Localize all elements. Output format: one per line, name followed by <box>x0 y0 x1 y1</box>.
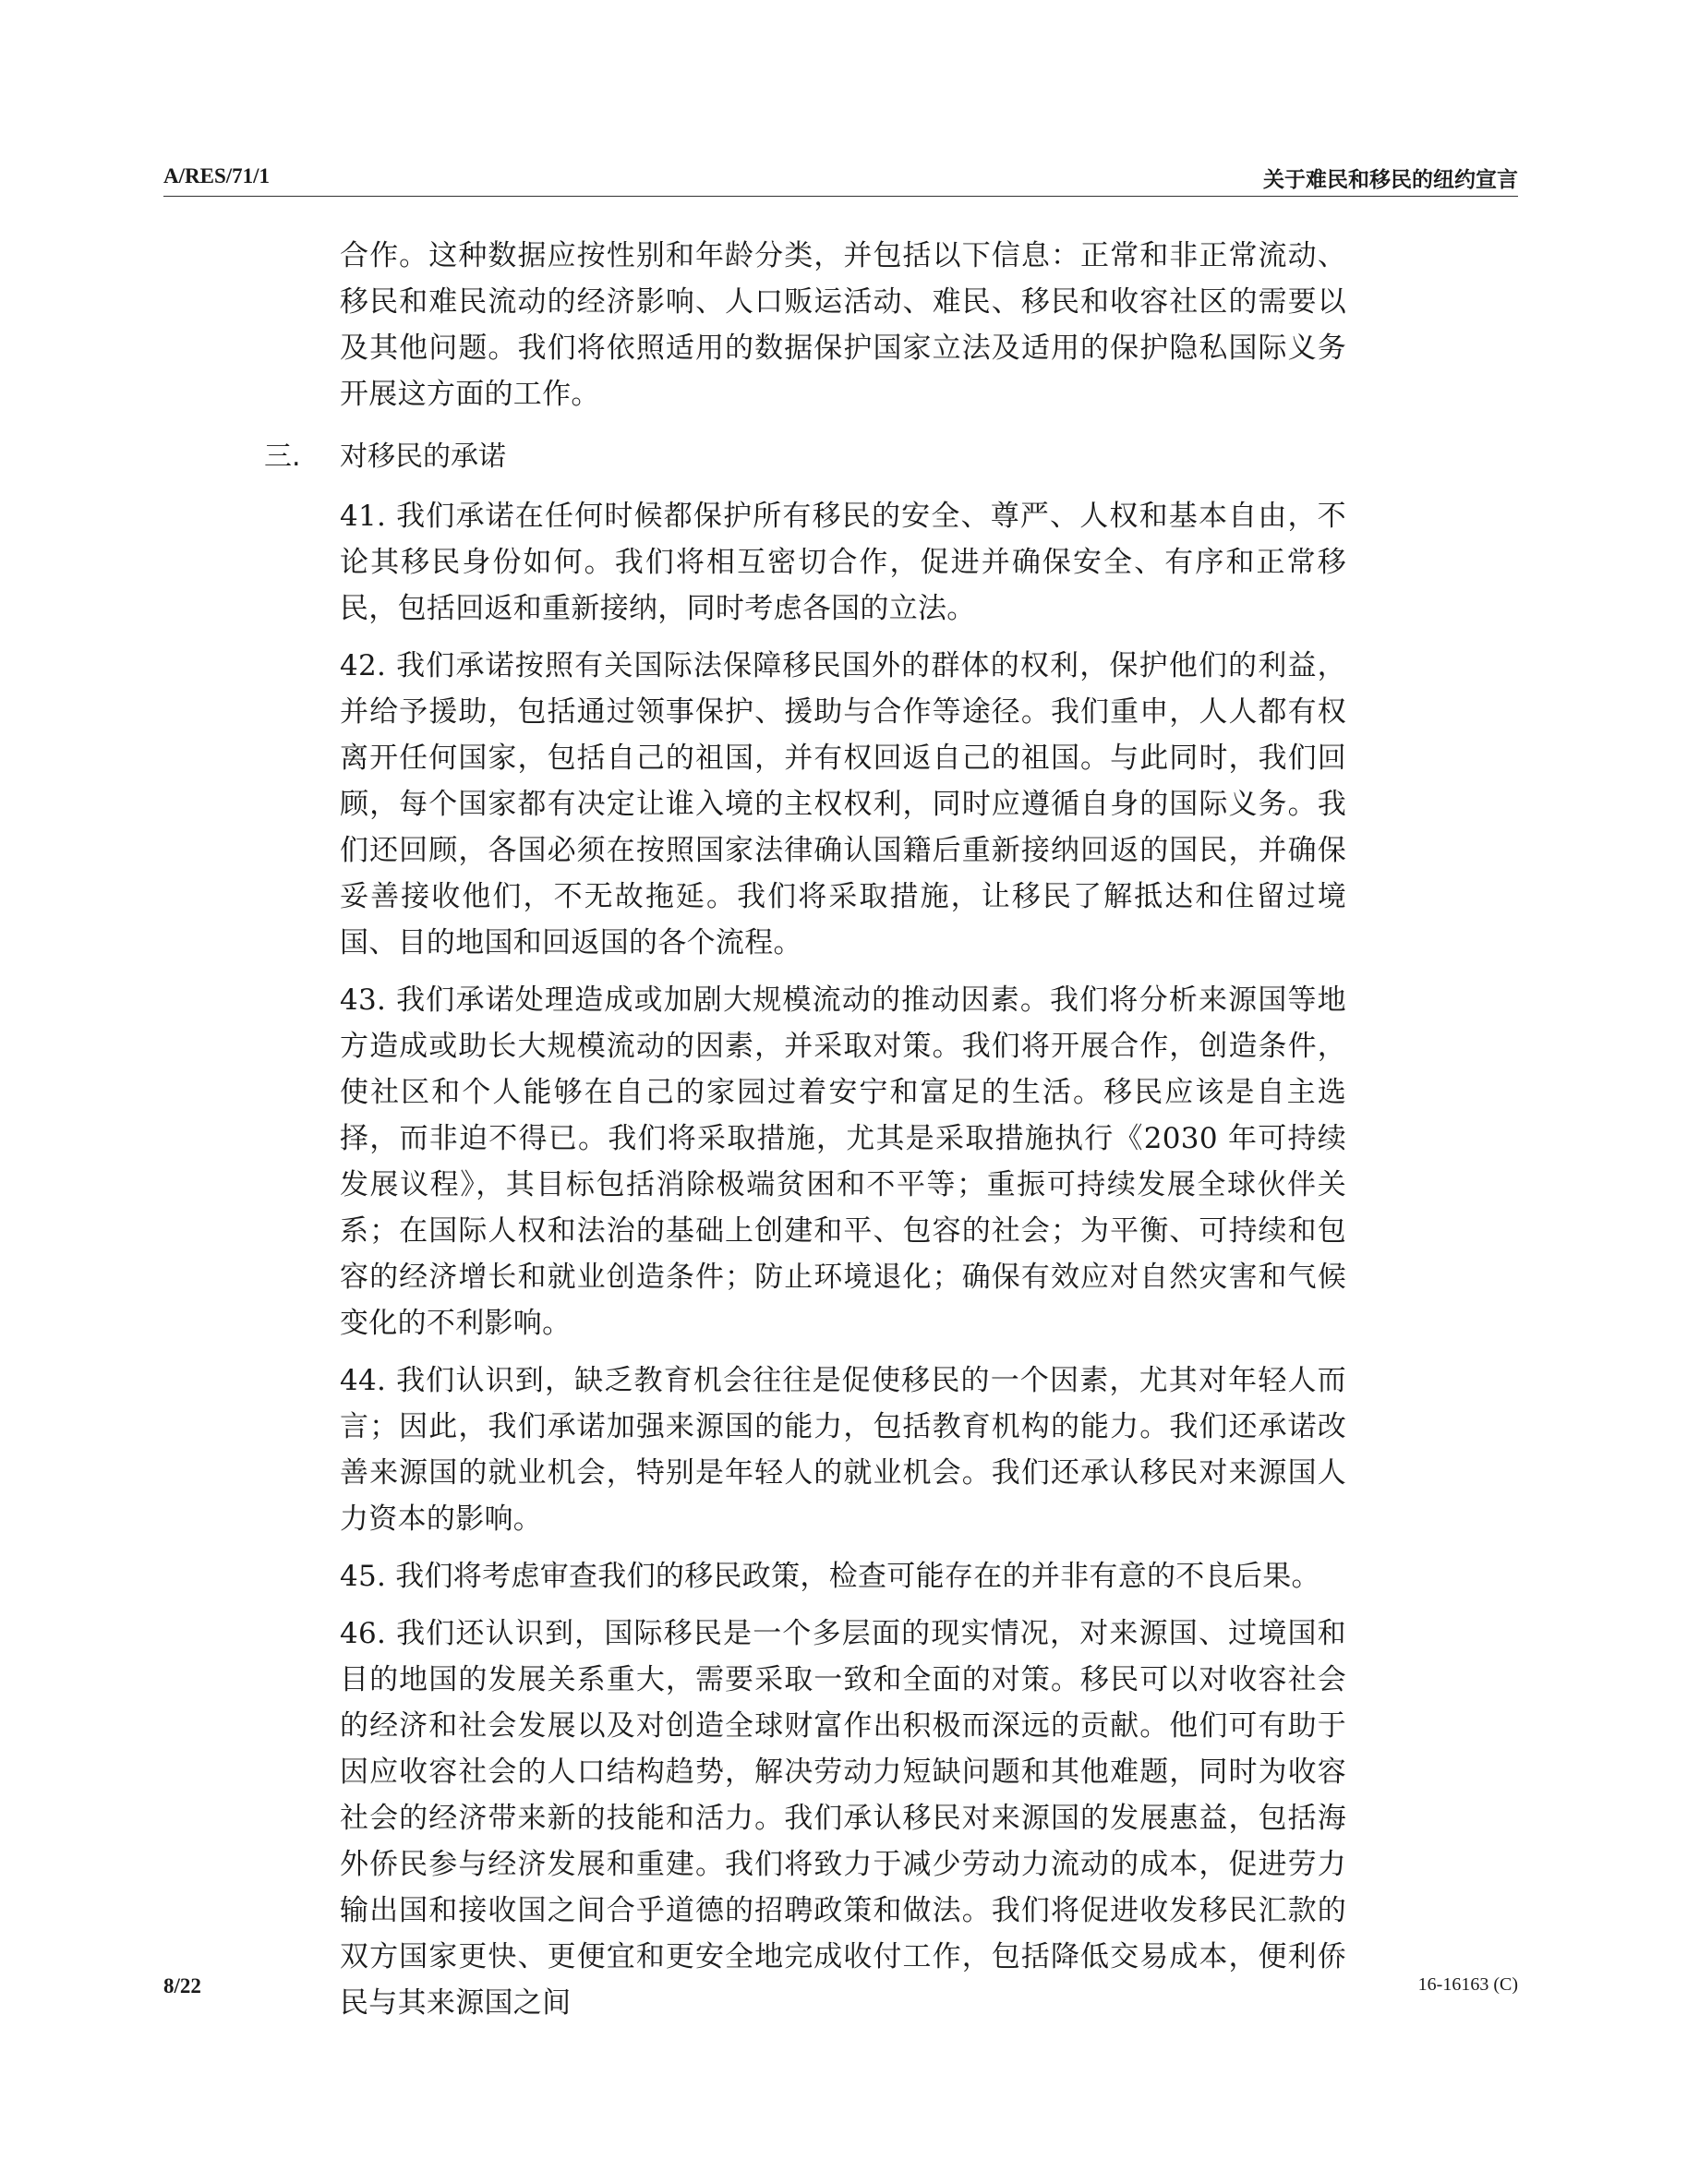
document-symbol: A/RES/71/1 <box>163 164 271 187</box>
paragraph-number: 46. <box>340 1617 387 1650</box>
header-divider <box>163 196 1518 197</box>
paragraph-text: 我们承诺按照有关国际法保障移民国外的群体的权利，保护他们的利益，并给予援助，包括通过领事保护、援助与合作等途径。我们重申，人人都有权离开任何国家，包括自己的祖国，并有权回返自己的祖国。与此同时，我们回顾，每个国家都有决定让谁入境的主权权利，同时应遵循自身的国际义务。我们还回顾，各国必须在按照国家法律确认国籍后重新接纳回返的国民，并确保妥善接收他们，不无故拖延。我们将采取措施，让移民了解抵达和住留过境国、目的地国和回返国的各个流程。 <box>340 649 1346 959</box>
page-number: 8/22 <box>163 1974 201 1997</box>
document-code: 16-16163 (C) <box>1417 1974 1518 1995</box>
section-number: 三. <box>264 440 301 473</box>
paragraph-43 <box>340 977 1346 1346</box>
document-title: 关于难民和移民的纽约宣言 <box>1263 168 1518 192</box>
paragraph-41 <box>340 493 1346 632</box>
section-title: 对移民的承诺 <box>340 440 506 473</box>
document-body <box>264 233 1346 2037</box>
paragraph-44 <box>340 1357 1346 1542</box>
continuation-paragraph: 合作。这种数据应按性别和年龄分类，并包括以下信息：正常和非正常流动、移民和难民流动的经济影响、人口贩运活动、难民、移民和收容社区的需要以及其他问题。我们将依照适用的数据保护国家立法及适用的保护隐私国际义务开展这方面的工作。 <box>340 239 1346 411</box>
section-heading <box>264 434 1346 480</box>
paragraph-number: 41. <box>340 500 387 533</box>
paragraph-42 <box>340 643 1346 966</box>
paragraph-text: 我们还认识到，国际移民是一个多层面的现实情况，对来源国、过境国和目的地国的发展关系重大，需要采取一致和全面的对策。移民可以对收容社会的经济和社会发展以及对创造全球财富作出积极而深远的贡献。他们可有助于因应收容社会的人口结构趋势，解决劳动力短缺问题和其他难题，同时为收容社会的经济带来新的技能和活力。我们承认移民对来源国的发展惠益，包括海外侨民参与经济发展和重建。我们将致力于减少劳动力流动的成本，促进劳力输出国和接收国之间合乎道德的招聘政策和做法。我们将促进收发移民汇款的双方国家更快、更便宜和更安全地完成收付工作，包括降低交易成本，便利侨民与其来源国之间 <box>340 1617 1346 2020</box>
paragraph-number: 44. <box>340 1364 387 1397</box>
paragraph-text: 我们承诺在任何时候都保护所有移民的安全、尊严、人权和基本自由，不论其移民身份如何。我们将相互密切合作，促进并确保安全、有序和正常移民，包括回返和重新接纳，同时考虑各国的立法。 <box>340 500 1346 625</box>
paragraph-45 <box>340 1553 1346 1599</box>
paragraph-text: 我们承诺处理造成或加剧大规模流动的推动因素。我们将分析来源国等地方造成或助长大规模流动的因素，并采取对策。我们将开展合作，创造条件，使社区和个人能够在自己的家园过着安宁和富足的生活。移民应该是自主选择，而非迫不得已。我们将采取措施，尤其是采取措施执行《2030 年可持续发展议程》，其目标包括消除极端贫困和不平等；重振可持续发展全球伙伴关系；在国际人权和法治的基础上创建和平、包容的社会；为平衡、可持续和包容的经济增长和就业创造条件；防止环境退化；确保有效应对自然灾害和气候变化的不利影响。 <box>340 983 1346 1340</box>
paragraph-text: 我们将考虑审查我们的移民政策，检查可能存在的并非有意的不良后果。 <box>395 1560 1320 1593</box>
paragraph-number: 45. <box>340 1560 387 1593</box>
paragraph-number: 43. <box>340 983 387 1017</box>
paragraph-text: 我们认识到，缺乏教育机会往往是促使移民的一个因素，尤其对年轻人而言；因此，我们承诺加强来源国的能力，包括教育机构的能力。我们还承诺改善来源国的就业机会，特别是年轻人的就业机会。我们还承认移民对来源国人力资本的影响。 <box>340 1364 1346 1536</box>
paragraph-number: 42. <box>340 649 387 682</box>
paragraph-46 <box>340 1611 1346 2026</box>
